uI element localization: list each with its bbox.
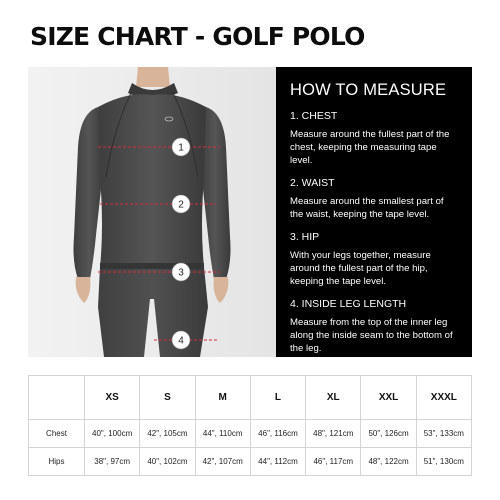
marker-chest (172, 138, 190, 156)
marker-label: 1 (178, 142, 184, 154)
marker-waist (172, 195, 190, 213)
table-row-chest (29, 420, 472, 448)
row-label: Hips (29, 448, 85, 476)
table-cell: 40", 102cm (140, 448, 195, 476)
size-header: XXXL (416, 376, 471, 420)
table-cell: 42", 107cm (195, 448, 250, 476)
step-waist-text: Measure around the smallest part of the waist, keeping the tape level. (290, 196, 444, 220)
table-cell: 42", 105cm (140, 420, 195, 448)
model-photo (28, 67, 276, 357)
table-header-row (29, 376, 472, 420)
step-hip-title: 3. HIP (290, 231, 320, 243)
table-row-hips (29, 448, 472, 476)
table-cell: 48", 121cm (306, 420, 361, 448)
table-cell: 50", 126cm (361, 420, 416, 448)
size-header: XS (85, 376, 140, 420)
step-chest-text: Measure around the fullest part of the chest, keeping the measuring tape level. (290, 129, 450, 166)
step-chest-title: 1. CHEST (290, 110, 338, 122)
table-cell: 44", 112cm (250, 448, 305, 476)
marker-hip (172, 263, 190, 281)
table-cell: 46", 117cm (306, 448, 361, 476)
size-header: XL (306, 376, 361, 420)
step-waist-title: 2. WAIST (290, 177, 335, 189)
page-title: SIZE CHART - GOLF POLO (30, 22, 365, 51)
marker-label: 4 (178, 335, 184, 347)
table-cell: 51", 130cm (416, 448, 471, 476)
model-illustration (28, 67, 276, 357)
step-hip-text: With your legs together, measure around the fullest part of the hip, keeping the tape level. (290, 250, 431, 287)
size-header: S (140, 376, 195, 420)
row-label: Chest (29, 420, 85, 448)
size-header: XXL (361, 376, 416, 420)
step-inside-leg-title: 4. INSIDE LEG LENGTH (290, 298, 407, 310)
marker-label: 3 (178, 267, 184, 279)
size-header: L (250, 376, 305, 420)
table-cell: 44", 110cm (195, 420, 250, 448)
table-cell: 48", 122cm (361, 448, 416, 476)
size-header: M (195, 376, 250, 420)
table-cell: 53", 133cm (416, 420, 471, 448)
table-cell: 38", 97cm (85, 448, 140, 476)
table-corner-cell (29, 376, 85, 420)
how-to-measure-panel (276, 67, 472, 357)
size-table (28, 375, 472, 476)
table-cell: 40", 100cm (85, 420, 140, 448)
panel-title: HOW TO MEASURE (290, 81, 447, 99)
marker-inside-leg (172, 331, 190, 349)
marker-label: 2 (178, 199, 184, 211)
step-inside-leg-text: Measure from the top of the inner leg along the inside seam to the bottom of the leg. (290, 317, 453, 354)
table-cell: 46", 116cm (250, 420, 305, 448)
